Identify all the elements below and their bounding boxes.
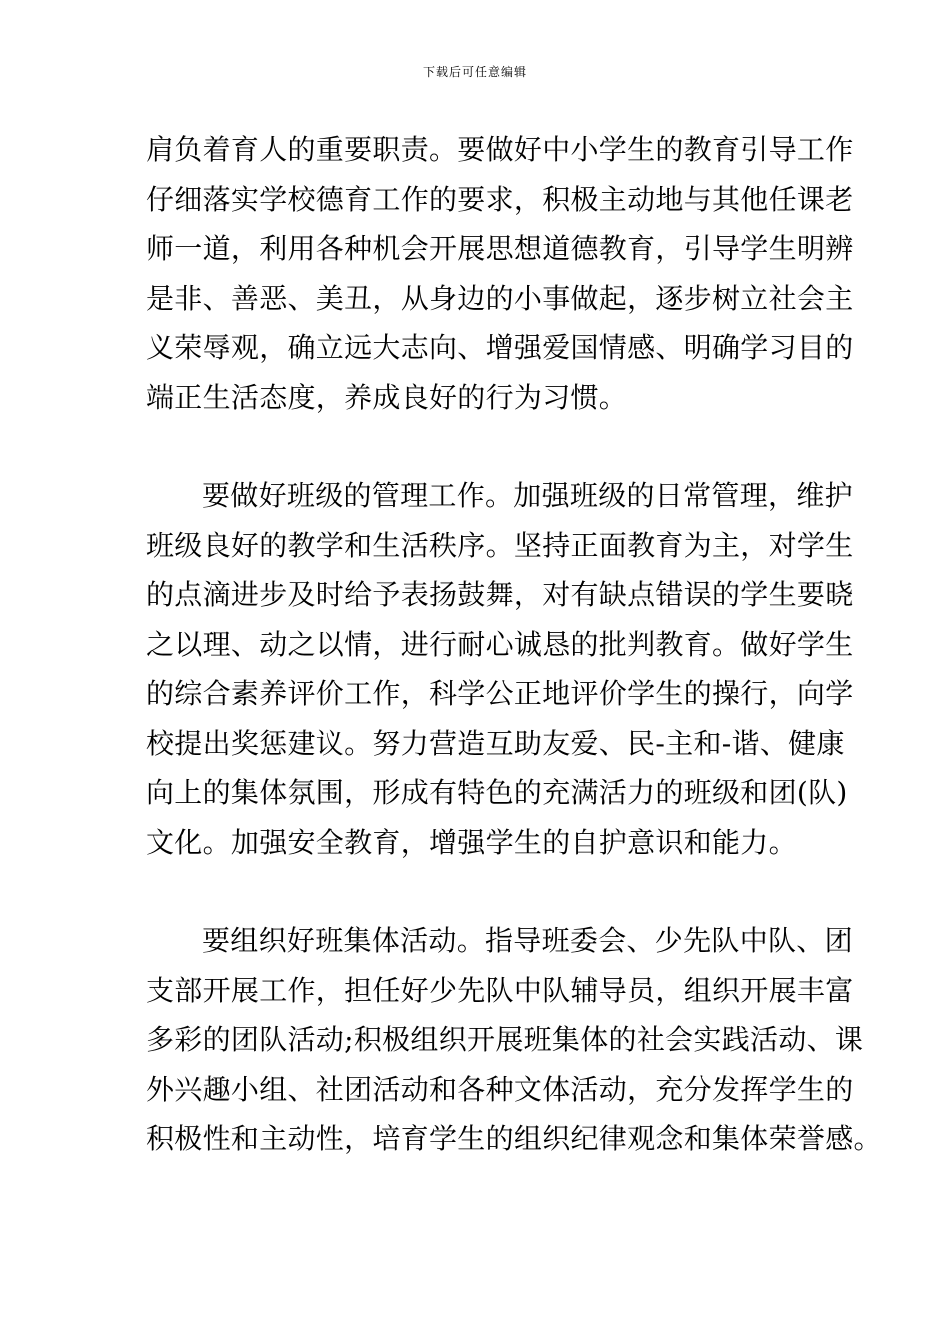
text-line: 端正生活态度，养成良好的行为习惯。 [146,380,628,414]
paragraph-class-activities [146,916,882,1164]
paragraph-moral-education [146,125,854,422]
text-line: 积极性和主动性，培育学生的组织纪律观念和集体荣誉感。 [146,1122,882,1155]
text-line: 是非、善恶、美丑，从身边的小事做起，逐步树立社会主 [146,281,854,315]
text-line: 要组织好班集体活动。指导班委会、少先队中队、团 [202,924,853,957]
text-line: 的综合素养评价工作，科学公正地评价学生的操行，向学 [146,677,854,710]
text-line: 向上的集体氛围，形成有特色的充满活力的班级和团(队) [146,776,848,809]
text-line: 肩负着育人的重要职责。要做好中小学生的教育引导工作 [146,133,854,166]
text-line: 文化。加强安全教育，增强学生的自护意识和能力。 [146,825,797,859]
text-line: 师一道，利用各种机会开展思想道德教育，引导学生明辨 [146,232,854,265]
text-line: 义荣辱观，确立远大志向、增强爱国情感、明确学习目的 [146,331,854,364]
text-line: 的点滴进步及时给予表扬鼓舞，对有缺点错误的学生要晓 [146,578,854,611]
text-line: 之以理、动之以情，进行耐心诚恳的批判教育。做好学生 [146,627,854,661]
text-line: 班级良好的教学和生活秩序。坚持正面教育为主，对学生 [146,528,854,562]
text-line: 校提出奖惩建议。努力营造互助友爱、民-主和-谐、健康 [146,726,845,760]
text-line: 要做好班级的管理工作。加强班级的日常管理，维护 [202,479,853,512]
text-line: 支部开展工作，担任好少先队中队辅导员，组织开展丰富 [146,973,854,1007]
text-line: 多彩的团队活动;积极组织开展班集体的社会实践活动、课 [146,1023,864,1056]
paragraph-class-management [146,471,854,867]
page-header: 下载后可任意编辑 [422,65,527,79]
text-line: 仔细落实学校德育工作的要求，积极主动地与其他任课老 [146,182,854,216]
text-line: 外兴趣小组、社团活动和各种文体活动，充分发挥学生的 [146,1072,854,1106]
